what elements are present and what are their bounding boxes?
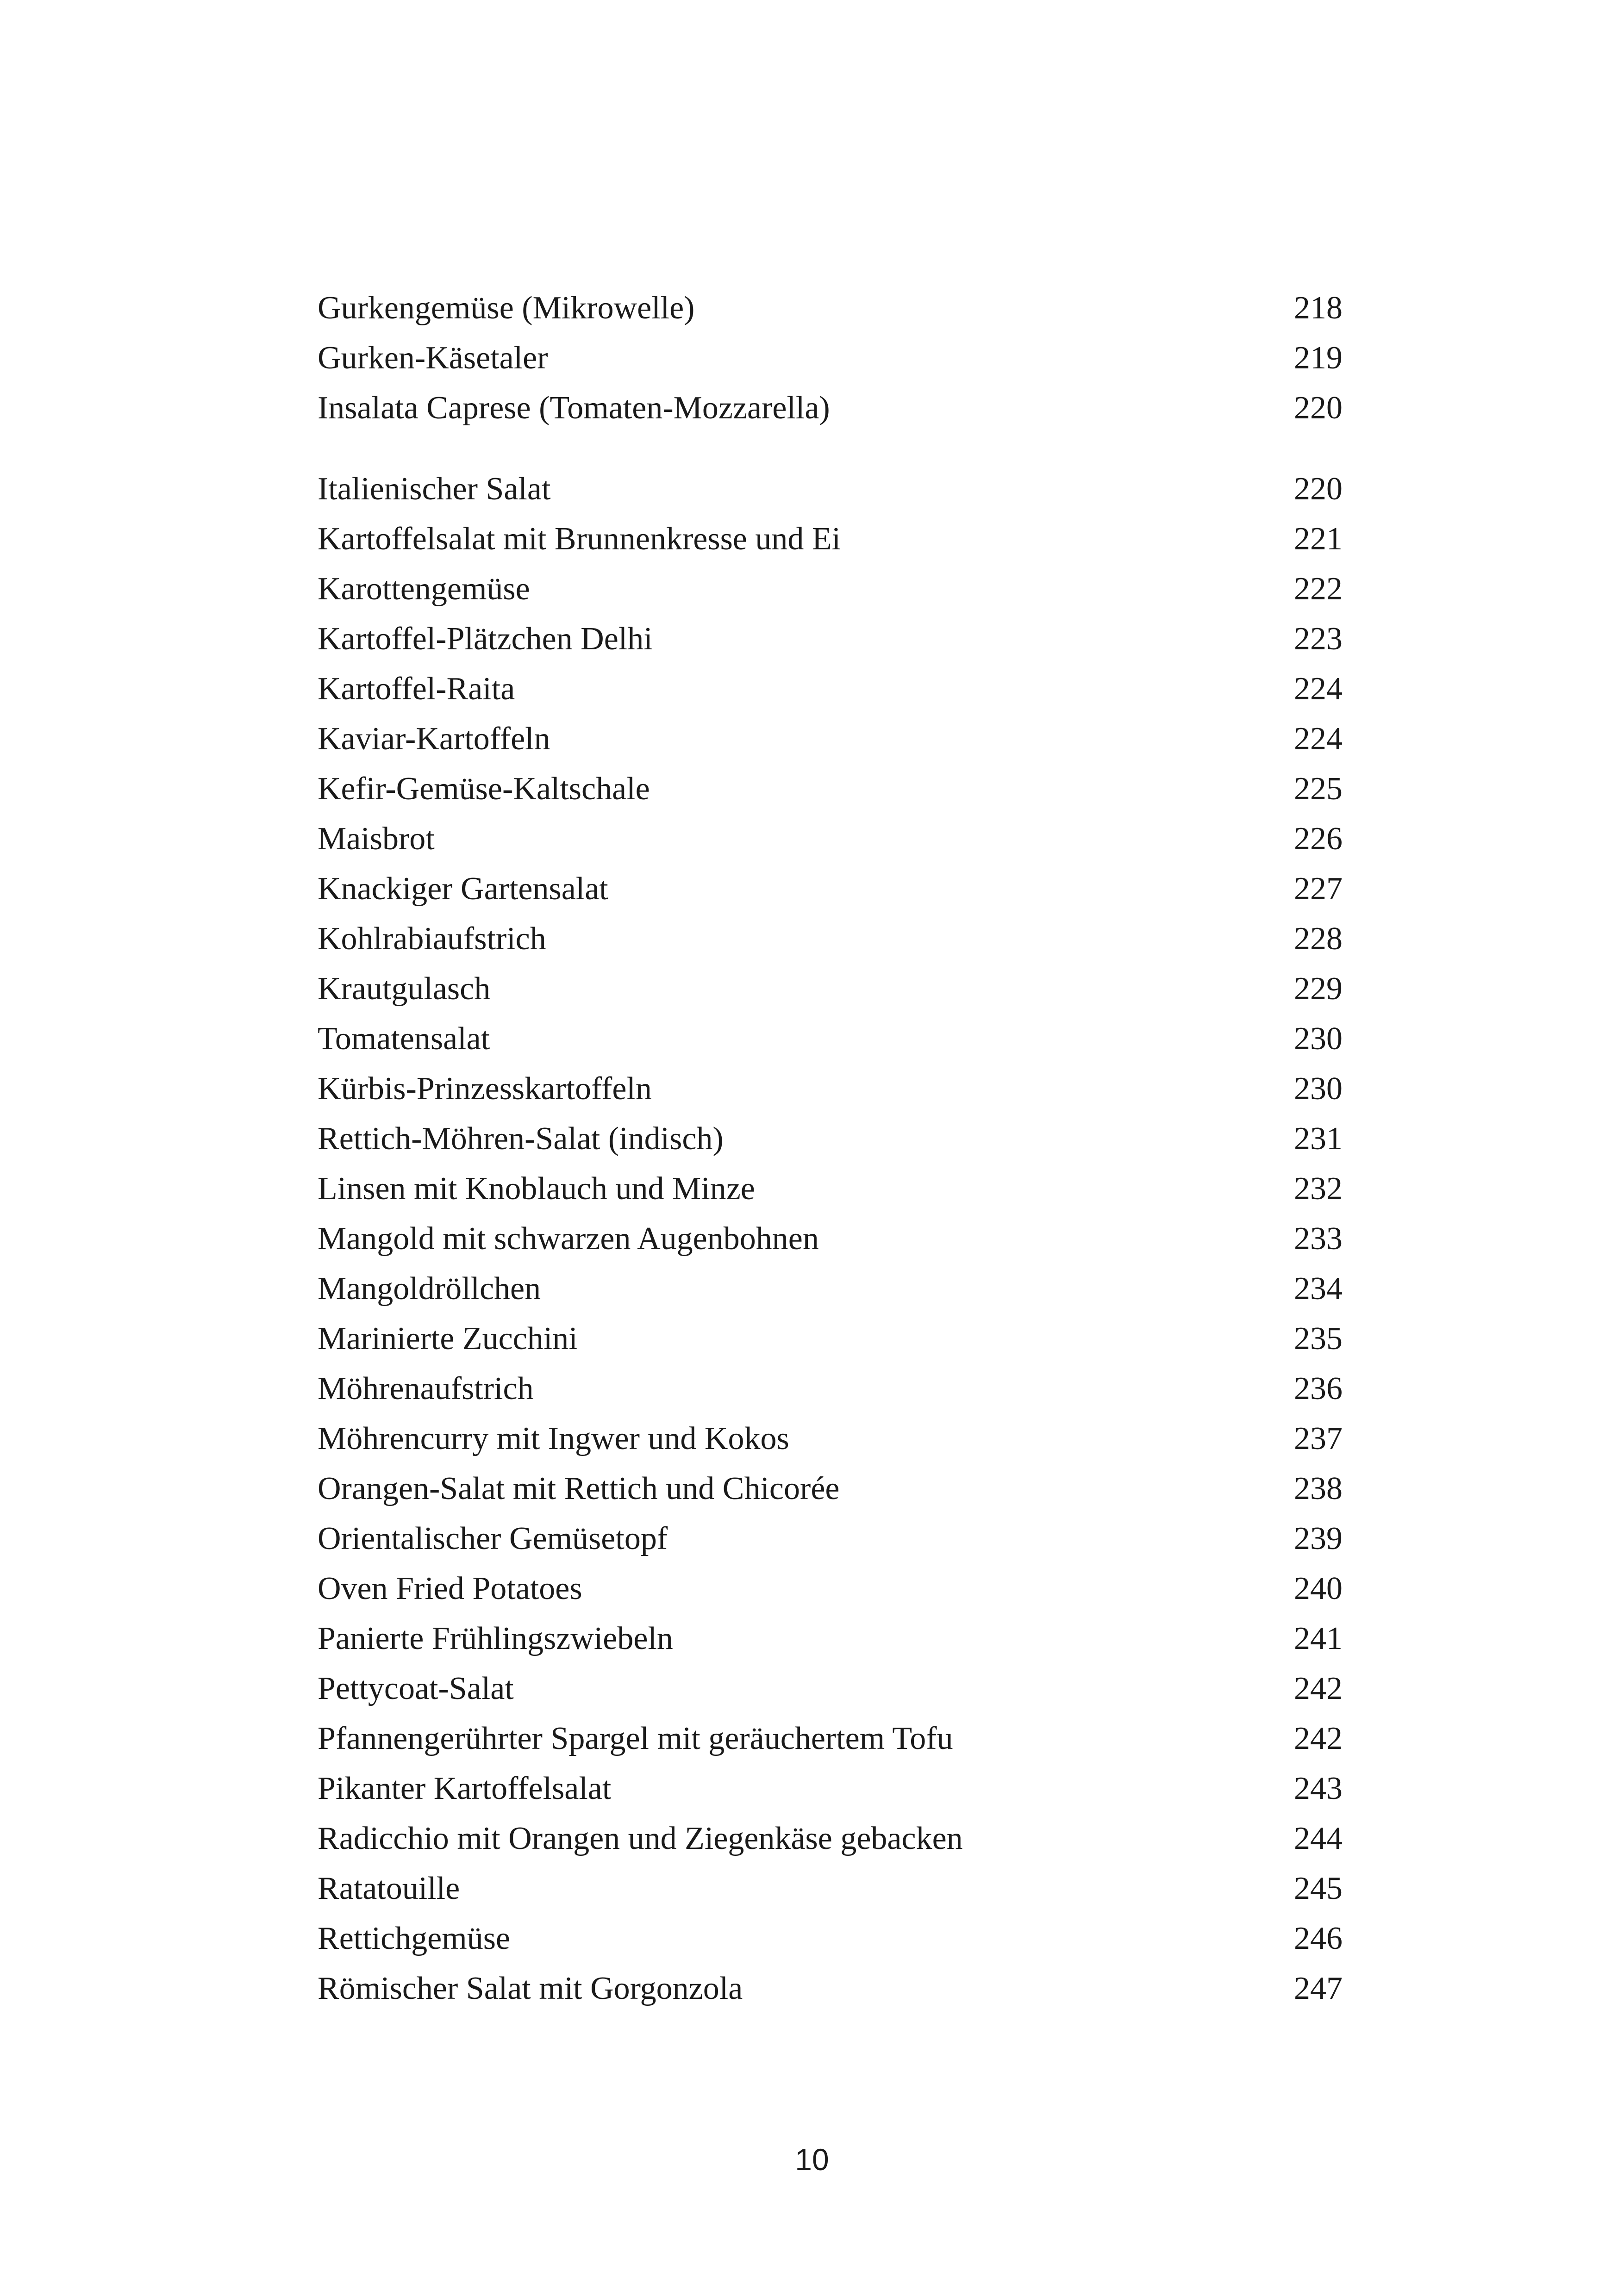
entry-page: 238 xyxy=(1294,1471,1343,1506)
entry-title: Kartoffel-Raita xyxy=(318,671,515,707)
toc-entry xyxy=(318,814,1343,864)
entry-title: Tomatensalat xyxy=(318,1021,490,1057)
entry-title: Kefir-Gemüse-Kaltschale xyxy=(318,771,650,807)
toc-entry xyxy=(318,1164,1343,1214)
page-number: 10 xyxy=(795,2142,829,2177)
entry-title: Mangold mit schwarzen Augenbohnen xyxy=(318,1221,819,1257)
entry-page: 223 xyxy=(1294,621,1343,657)
entry-title: Kartoffelsalat mit Brunnenkresse und Ei xyxy=(318,521,841,557)
toc-entry xyxy=(318,1814,1343,1864)
toc-entry xyxy=(318,383,1343,433)
toc-entry xyxy=(318,664,1343,714)
entry-page: 229 xyxy=(1294,971,1343,1007)
entry-title: Oven Fried Potatoes xyxy=(318,1571,582,1606)
entry-page: 232 xyxy=(1294,1171,1343,1207)
toc-entry xyxy=(318,564,1343,614)
entry-title: Knackiger Gartensalat xyxy=(318,871,608,907)
toc-entry xyxy=(318,1014,1343,1064)
entry-page: 236 xyxy=(1294,1371,1343,1406)
entry-page: 225 xyxy=(1294,771,1343,807)
entry-page: 246 xyxy=(1294,1921,1343,1956)
entry-page: 222 xyxy=(1294,571,1343,607)
entry-title: Möhrencurry mit Ingwer und Kokos xyxy=(318,1421,789,1456)
toc-entry xyxy=(318,1864,1343,1914)
entry-page: 231 xyxy=(1294,1121,1343,1157)
entry-title: Pfannengerührter Spargel mit geräuchertem Tofu xyxy=(318,1721,953,1756)
toc-entry xyxy=(318,1514,1343,1564)
entry-title: Mangoldröllchen xyxy=(318,1271,541,1307)
entry-page: 226 xyxy=(1294,821,1343,857)
entry-title: Pikanter Kartoffelsalat xyxy=(318,1771,612,1806)
toc-entry xyxy=(318,1664,1343,1714)
entry-title: Rettich-Möhren-Salat (indisch) xyxy=(318,1121,724,1157)
toc-entry xyxy=(318,1314,1343,1364)
toc-entry xyxy=(318,1714,1343,1764)
entry-title: Gurken-Käsetaler xyxy=(318,340,548,376)
entry-title: Radicchio mit Orangen und Ziegenkäse gebacken xyxy=(318,1821,963,1856)
entry-page: 228 xyxy=(1294,921,1343,957)
entry-title: Römischer Salat mit Gorgonzola xyxy=(318,1971,743,2006)
toc-entry xyxy=(318,1064,1343,1114)
entry-title: Kartoffel-Plätzchen Delhi xyxy=(318,621,653,657)
entry-page: 244 xyxy=(1294,1821,1343,1856)
toc-entry xyxy=(318,1914,1343,1964)
entry-page: 219 xyxy=(1294,340,1343,376)
entry-title: Marinierte Zucchini xyxy=(318,1321,578,1356)
toc-entry xyxy=(318,514,1343,564)
entry-page: 247 xyxy=(1294,1971,1343,2006)
entry-title: Orientalischer Gemüsetopf xyxy=(318,1521,668,1556)
entry-title: Möhrenaufstrich xyxy=(318,1371,534,1406)
toc-entry xyxy=(318,1764,1343,1814)
entry-page: 242 xyxy=(1294,1721,1343,1756)
entry-page: 220 xyxy=(1294,471,1343,507)
toc-entry xyxy=(318,964,1343,1014)
entry-title: Rettichgemüse xyxy=(318,1921,511,1956)
entry-page: 235 xyxy=(1294,1321,1343,1356)
entry-title: Kohlrabiaufstrich xyxy=(318,921,546,957)
entry-page: 220 xyxy=(1294,390,1343,426)
toc-entry xyxy=(318,864,1343,914)
toc-entry xyxy=(318,1964,1343,2014)
toc-entry xyxy=(318,283,1343,333)
toc-entry xyxy=(318,1614,1343,1664)
entry-title: Orangen-Salat mit Rettich und Chicorée xyxy=(318,1471,840,1506)
entry-page: 221 xyxy=(1294,521,1343,557)
entry-page: 224 xyxy=(1294,721,1343,757)
toc-entry xyxy=(318,1464,1343,1514)
entry-page: 234 xyxy=(1294,1271,1343,1307)
entry-title: Insalata Caprese (Tomaten-Mozzarella) xyxy=(318,390,830,426)
entry-page: 230 xyxy=(1294,1021,1343,1057)
entry-title: Pettycoat-Salat xyxy=(318,1671,514,1706)
entry-page: 240 xyxy=(1294,1571,1343,1606)
entry-page: 227 xyxy=(1294,871,1343,907)
toc-entry xyxy=(318,1564,1343,1614)
toc-entry xyxy=(318,714,1343,764)
entry-title: Krautgulasch xyxy=(318,971,491,1007)
toc-entry xyxy=(318,1414,1343,1464)
entry-page: 218 xyxy=(1294,290,1343,326)
entry-title: Karottengemüse xyxy=(318,571,530,607)
toc-entry xyxy=(318,333,1343,383)
entry-title: Linsen mit Knoblauch und Minze xyxy=(318,1171,755,1207)
toc-entry xyxy=(318,914,1343,964)
entry-page: 224 xyxy=(1294,671,1343,707)
entry-page: 243 xyxy=(1294,1771,1343,1806)
entry-page: 242 xyxy=(1294,1671,1343,1706)
entry-page: 241 xyxy=(1294,1621,1343,1656)
entry-title: Ratatouille xyxy=(318,1871,460,1906)
toc-entry xyxy=(318,1214,1343,1264)
entry-title: Kürbis-Prinzesskartoffeln xyxy=(318,1071,652,1107)
entry-title: Panierte Frühlingszwiebeln xyxy=(318,1621,673,1656)
entry-page: 245 xyxy=(1294,1871,1343,1906)
entry-page: 233 xyxy=(1294,1221,1343,1257)
toc-entry xyxy=(318,1364,1343,1414)
entry-title: Gurkengemüse (Mikrowelle) xyxy=(318,290,695,326)
toc-entry xyxy=(318,614,1343,664)
table-of-contents xyxy=(318,283,1343,2014)
entry-title: Italienischer Salat xyxy=(318,471,551,507)
entry-page: 230 xyxy=(1294,1071,1343,1107)
toc-entry xyxy=(318,464,1343,514)
entry-page: 237 xyxy=(1294,1421,1343,1456)
entry-title: Maisbrot xyxy=(318,821,435,857)
entry-title: Kaviar-Kartoffeln xyxy=(318,721,550,757)
entry-page: 239 xyxy=(1294,1521,1343,1556)
toc-entry xyxy=(318,1264,1343,1314)
toc-entry xyxy=(318,1114,1343,1164)
toc-entry xyxy=(318,764,1343,814)
